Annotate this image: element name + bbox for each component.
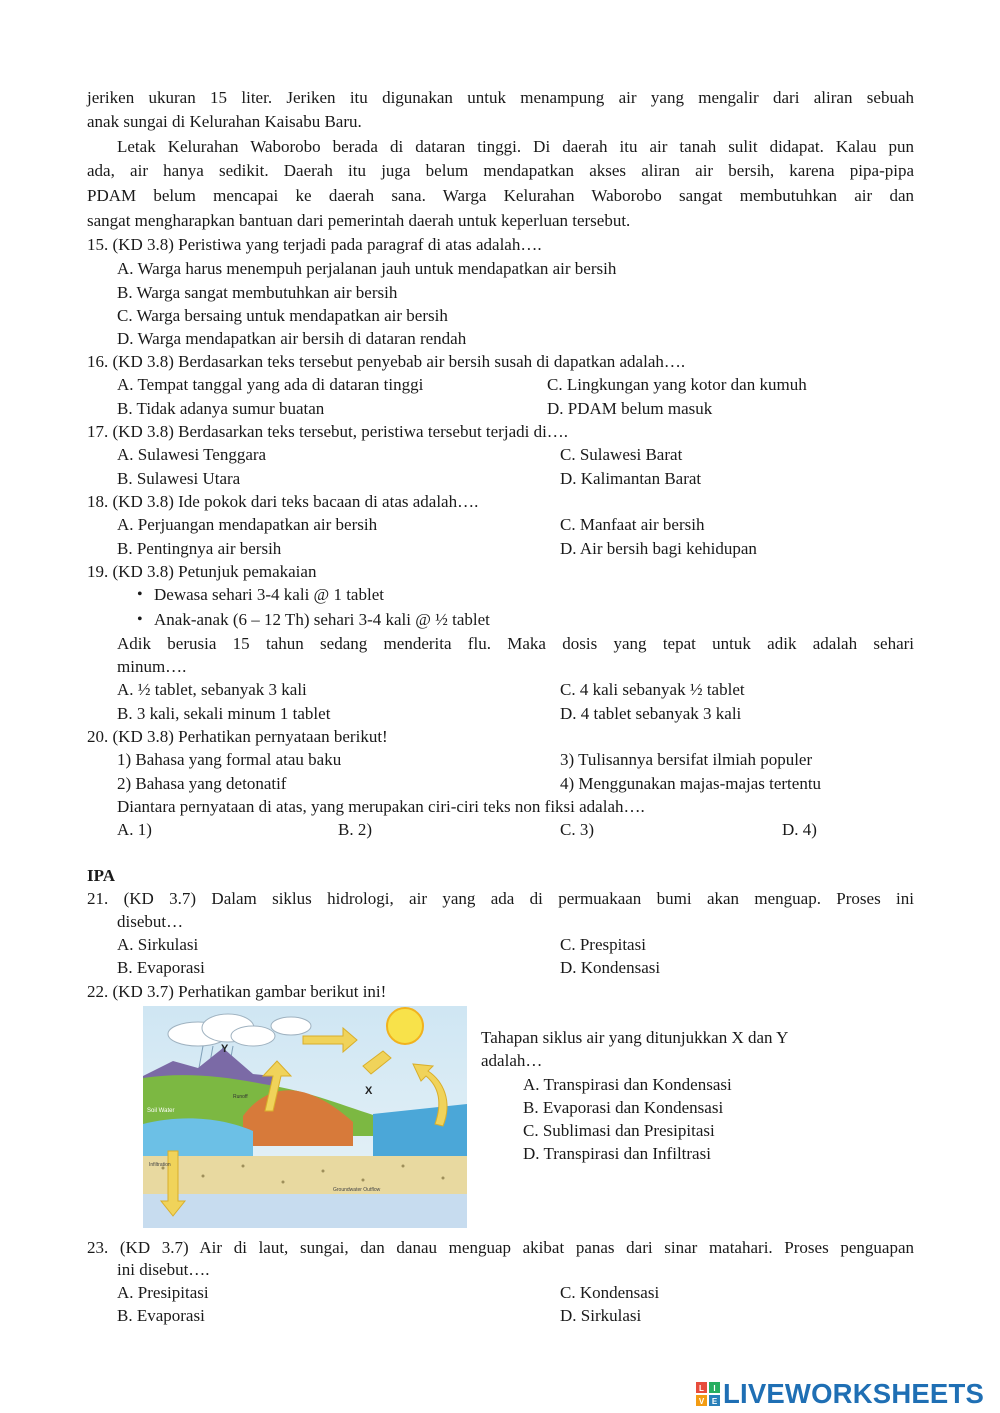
q22-prompt: Tahapan siklus air yang ditunjukkan X dan Y — [481, 1028, 789, 1047]
q16-option-a[interactable]: A. Tempat tanggal yang ada di dataran tinggi — [117, 375, 424, 394]
q22-prompt: adalah… — [481, 1051, 543, 1070]
q20-option-d[interactable]: D. 4) — [782, 820, 817, 839]
q16-option-d[interactable]: D. PDAM belum masuk — [547, 399, 713, 418]
question-17-stem: 17. (KD 3.8) Berdasarkan teks tersebut, peristiwa tersebut terjadi di…. — [87, 422, 569, 441]
groundwater-layer — [143, 1194, 467, 1228]
q15-option-b[interactable]: B. Warga sangat membutuhkan air bersih — [117, 283, 398, 302]
svg-text:I: I — [713, 1384, 716, 1393]
q20-statement-4: 4) Menggunakan majas-majas tertentu — [560, 774, 822, 793]
question-19-stem: 19. (KD 3.8) Petunjuk pemakaian — [87, 562, 317, 581]
q21-option-a[interactable]: A. Sirkulasi — [117, 935, 199, 954]
liveworksheets-logo-icon — [696, 1382, 720, 1406]
q19-option-b[interactable]: B. 3 kali, sekali minum 1 tablet — [117, 704, 331, 723]
q19-bullet-child: • Anak-anak (6 – 12 Th) sehari 3-4 kali @ ½ tablet — [154, 609, 490, 631]
soil-layer — [143, 1156, 467, 1194]
q16-option-c[interactable]: C. Lingkungan yang kotor dan kumuh — [547, 375, 807, 394]
q16-option-b[interactable]: B. Tidak adanya sumur buatan — [117, 399, 325, 418]
q18-option-a[interactable]: A. Perjuangan mendapatkan air bersih — [117, 515, 378, 534]
q23-option-a[interactable]: A. Presipitasi — [117, 1283, 209, 1302]
passage-line: PDAM belum mencapai ke daerah sana. Warga Kelurahan Waborobo sangat membutuhkan air dan — [87, 186, 914, 205]
svg-text:L: L — [699, 1384, 704, 1393]
question-23-stem: ini disebut…. — [117, 1260, 210, 1279]
diagram-label-runoff: Runoff — [233, 1094, 248, 1100]
diagram-label-x: X — [365, 1085, 373, 1097]
passage-line: sangat mengharapkan bantuan dari pemerintah daerah untuk keperluan tersebut. — [87, 211, 631, 230]
passage-line: jeriken ukuran 15 liter. Jeriken itu digunakan untuk menampung air yang mengalir dari aliran sebuah — [87, 88, 914, 107]
q18-option-d[interactable]: D. Air bersih bagi kehidupan — [560, 539, 757, 558]
q20-statement-1: 1) Bahasa yang formal atau baku — [117, 750, 342, 769]
q19-option-d[interactable]: D. 4 tablet sebanyak 3 kali — [560, 704, 742, 723]
passage-line: anak sungai di Kelurahan Kaisabu Baru. — [87, 112, 362, 131]
q21-option-b[interactable]: B. Evaporasi — [117, 958, 205, 977]
q19-bullet-adult: • Dewasa sehari 3-4 kali @ 1 tablet — [154, 584, 384, 606]
q22-option-c[interactable]: C. Sublimasi dan Presipitasi — [523, 1121, 715, 1140]
q17-option-a[interactable]: A. Sulawesi Tenggara — [117, 445, 267, 464]
q19-option-c[interactable]: C. 4 kali sebanyak ½ tablet — [560, 680, 745, 699]
q19-body: Adik berusia 15 tahun sedang menderita flu. Maka dosis yang tepat untuk adik adalah sehari — [117, 634, 914, 653]
svg-text:V: V — [698, 1397, 705, 1406]
sun-icon — [387, 1008, 423, 1044]
question-21-stem: 21. (KD 3.7) Dalam siklus hidrologi, air yang ada di permuakaan bumi akan menguap. Proses ini — [87, 889, 914, 908]
water-cycle-diagram — [143, 1006, 467, 1228]
passage-line: Letak Kelurahan Waborobo berada di dataran tinggi. Di daerah itu air tanah sulit didapat. Kalau pun — [117, 137, 914, 156]
diagram-label-y: Y — [221, 1043, 229, 1055]
q17-option-b[interactable]: B. Sulawesi Utara — [117, 469, 241, 488]
q21-option-d[interactable]: D. Kondensasi — [560, 958, 661, 977]
question-22-stem: 22. (KD 3.7) Perhatikan gambar berikut ini! — [87, 982, 387, 1001]
q23-option-c[interactable]: C. Kondensasi — [560, 1283, 660, 1302]
q18-option-b[interactable]: B. Pentingnya air bersih — [117, 539, 282, 558]
svg-text:E: E — [711, 1397, 718, 1406]
q22-option-d[interactable]: D. Transpirasi dan Infiltrasi — [523, 1144, 711, 1163]
question-15-stem: 15. (KD 3.8) Peristiwa yang terjadi pada paragraf di atas adalah…. — [87, 235, 542, 254]
q22-option-a[interactable]: A. Transpirasi dan Kondensasi — [523, 1075, 732, 1094]
liveworksheets-logo-text: LIVEWORKSHEETS — [723, 1378, 985, 1409]
q22-option-b[interactable]: B. Evaporasi dan Kondensasi — [523, 1098, 724, 1117]
liveworksheets-logo[interactable] — [696, 1377, 996, 1411]
passage-line: ada, air hanya sedikit. Daerah itu juga belum mendapatkan akses aliran air bersih, karena pipa-pipa — [87, 161, 914, 180]
q19-option-a[interactable]: A. ½ tablet, sebanyak 3 kali — [117, 680, 307, 699]
q20-option-a[interactable]: A. 1) — [117, 820, 152, 839]
q17-option-d[interactable]: D. Kalimantan Barat — [560, 469, 702, 488]
q23-option-b[interactable]: B. Evaporasi — [117, 1306, 205, 1325]
q20-question: Diantara pernyataan di atas, yang merupakan ciri-ciri teks non fiksi adalah…. — [117, 797, 645, 816]
diagram-label-groundwater: Groundwater Outflow — [333, 1187, 381, 1193]
question-18-stem: 18. (KD 3.8) Ide pokok dari teks bacaan di atas adalah…. — [87, 492, 479, 511]
section-heading-ipa: IPA — [87, 866, 116, 885]
q21-option-c[interactable]: C. Prespitasi — [560, 935, 646, 954]
q20-statement-2: 2) Bahasa yang detonatif — [117, 774, 287, 793]
diagram-label-soil-water: Soil Water — [147, 1108, 175, 1114]
q15-option-a[interactable]: A. Warga harus menempuh perjalanan jauh untuk mendapatkan air bersih — [117, 259, 617, 278]
question-21-stem: disebut… — [117, 912, 184, 931]
q20-option-c[interactable]: C. 3) — [560, 820, 594, 839]
q15-option-c[interactable]: C. Warga bersaing untuk mendapatkan air bersih — [117, 306, 448, 325]
q15-option-d[interactable]: D. Warga mendapatkan air bersih di dataran rendah — [117, 329, 467, 348]
question-20-stem: 20. (KD 3.8) Perhatikan pernyataan berikut! — [87, 727, 388, 746]
question-16-stem: 16. (KD 3.8) Berdasarkan teks tersebut penyebab air bersih susah di dapatkan adalah…. — [87, 352, 686, 371]
q19-body: minum…. — [117, 657, 187, 676]
q23-option-d[interactable]: D. Sirkulasi — [560, 1306, 642, 1325]
q20-statement-3: 3) Tulisannya bersifat ilmiah populer — [560, 750, 813, 769]
q20-option-b[interactable]: B. 2) — [338, 820, 372, 839]
question-23-stem: 23. (KD 3.7) Air di laut, sungai, dan danau menguap akibat panas dari sinar matahari. Proses penguapan — [87, 1238, 914, 1257]
q18-option-c[interactable]: C. Manfaat air bersih — [560, 515, 705, 534]
diagram-label-infiltration: Infiltration — [149, 1162, 171, 1168]
q17-option-c[interactable]: C. Sulawesi Barat — [560, 445, 683, 464]
